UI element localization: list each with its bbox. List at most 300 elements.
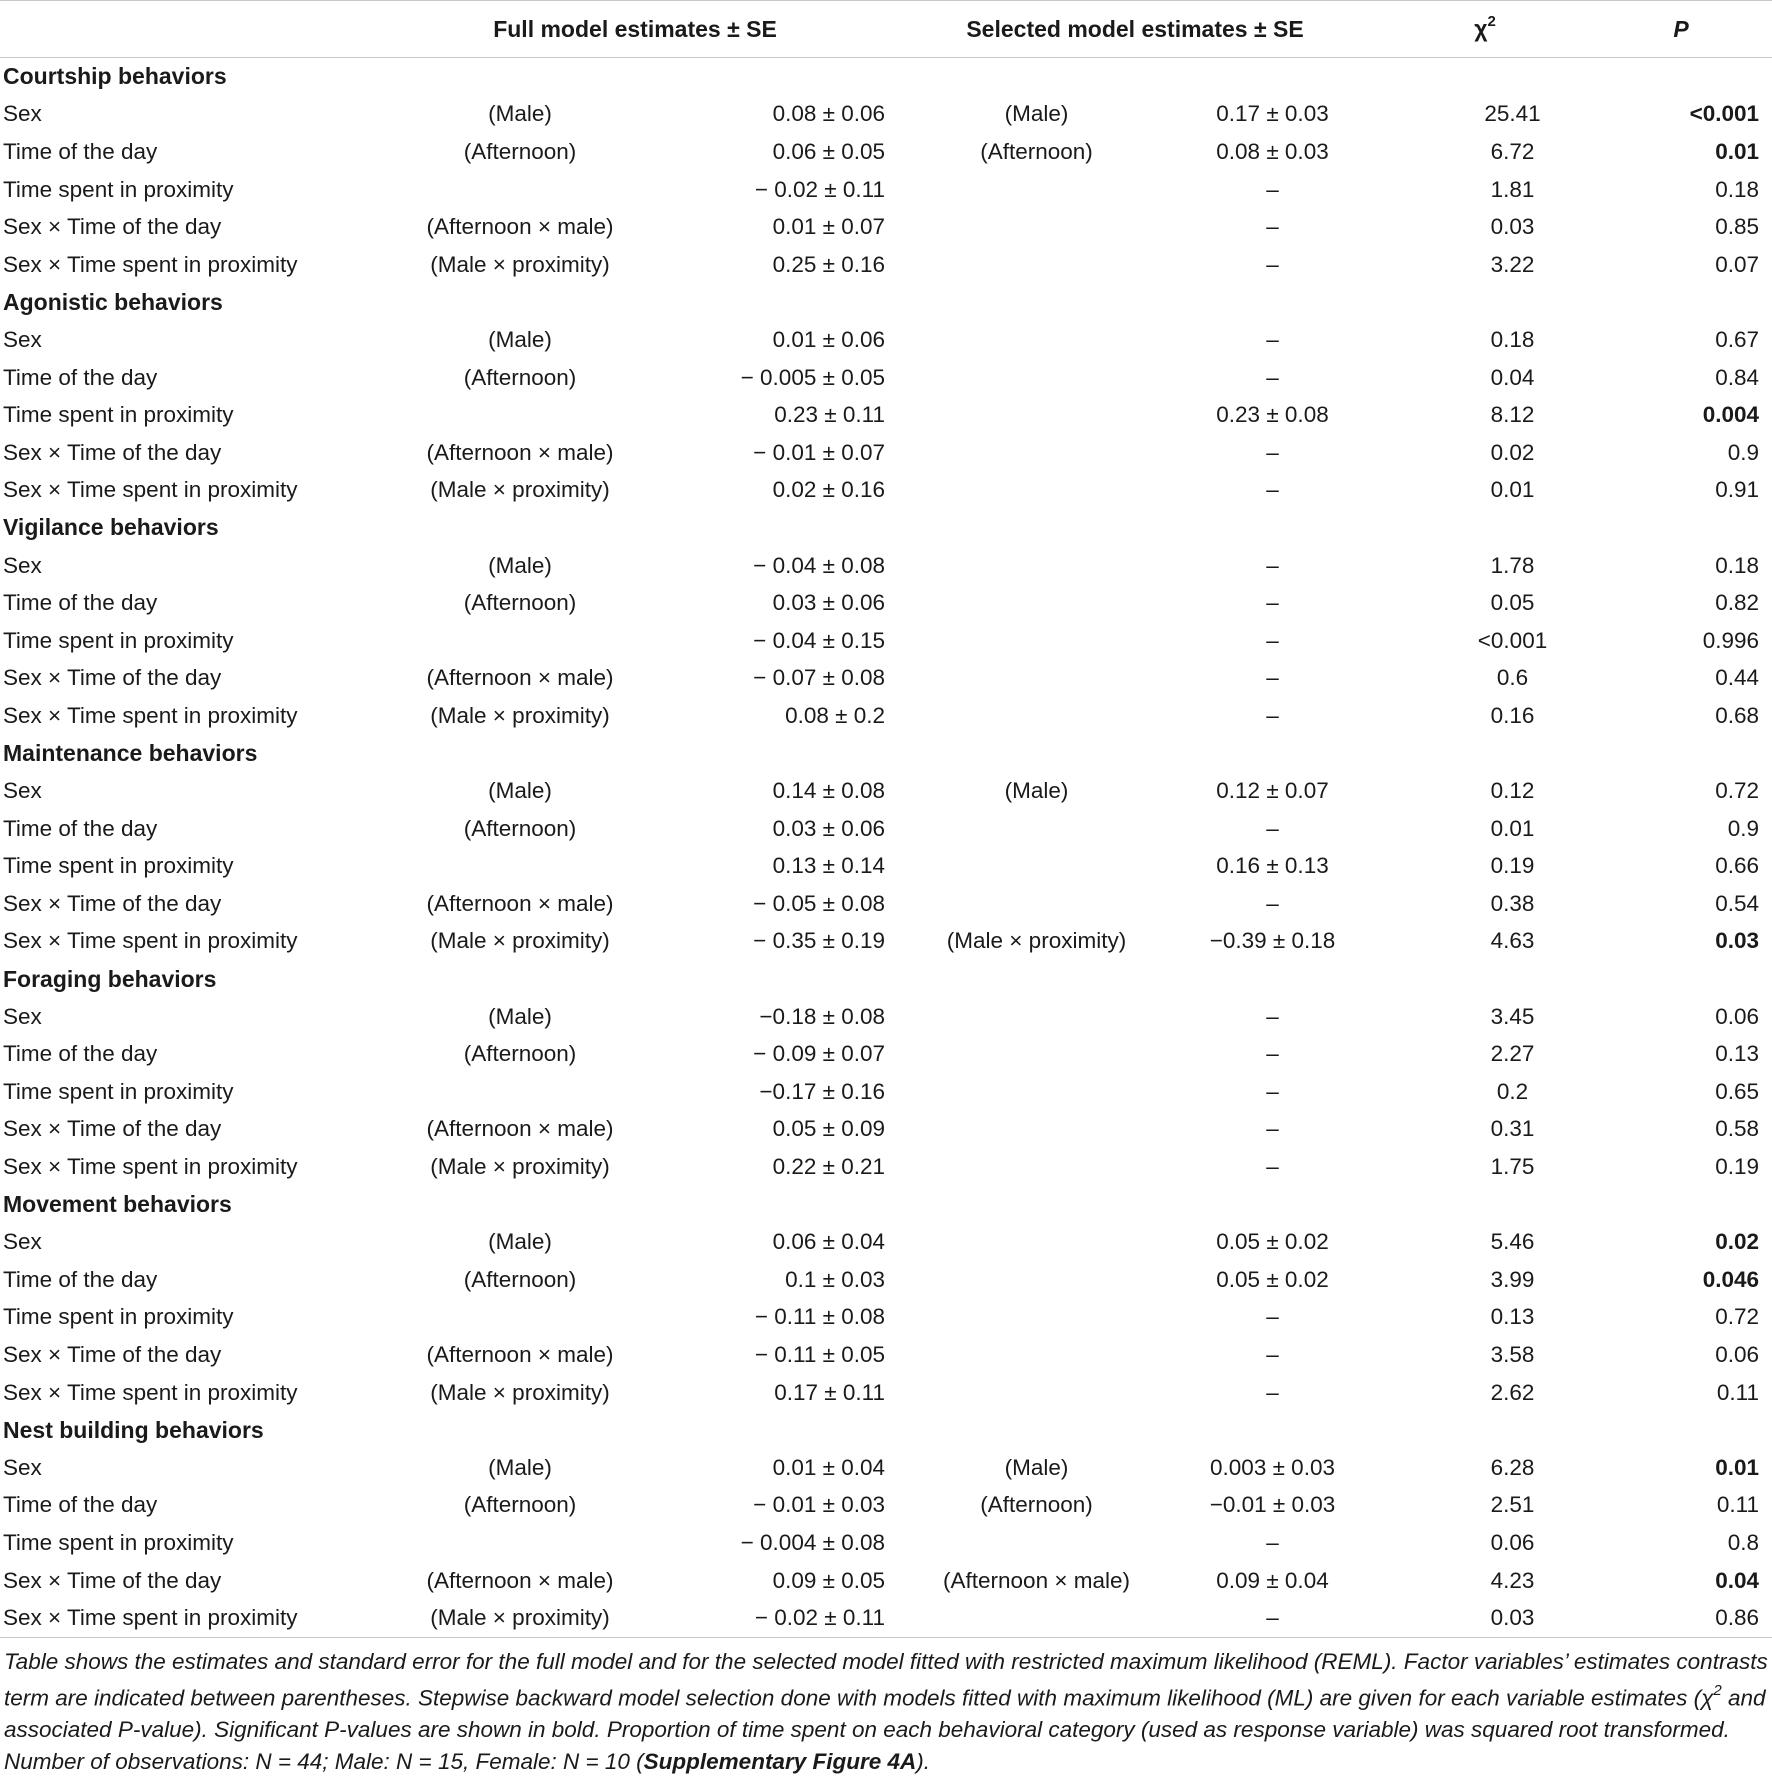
term-cell: Sex × Time spent in proximity <box>3 251 298 277</box>
full-estimate-cell: −0.18 ± 0.08 <box>759 1003 885 1029</box>
selected-contrast-cell <box>890 1299 1135 1337</box>
group-row <box>0 1411 1772 1449</box>
chi-square-cell: 0.18 <box>1490 326 1535 352</box>
group-title: Courtship behaviors <box>3 63 227 90</box>
header-full-model: Full model estimates ± SE <box>380 1 890 58</box>
selected-contrast-cell <box>890 584 1135 622</box>
table-row <box>0 1223 1772 1261</box>
table-row <box>0 660 1772 698</box>
table-row <box>0 1111 1772 1149</box>
selected-contrast-cell <box>890 359 1135 397</box>
full-estimate-cell: 0.05 ± 0.09 <box>772 1116 885 1142</box>
selected-contrast-cell <box>890 1336 1135 1374</box>
full-estimate-cell: − 0.07 ± 0.08 <box>753 665 885 691</box>
selected-contrast-cell <box>890 1599 1135 1637</box>
p-value-cell: 0.07 <box>1715 251 1760 277</box>
p-value-cell: 0.13 <box>1715 1041 1760 1067</box>
p-value-cell: 0.01 <box>1715 1454 1760 1480</box>
selected-estimate-cell: – <box>1266 890 1279 916</box>
p-value-cell: 0.06 <box>1715 1003 1760 1029</box>
selected-estimate-cell: – <box>1266 1078 1279 1104</box>
full-contrast-cell: (Afternoon × male) <box>426 665 614 691</box>
chi-square-cell: 2.51 <box>1490 1492 1535 1518</box>
p-value-cell: 0.84 <box>1715 364 1760 390</box>
selected-estimate-cell: – <box>1266 439 1279 465</box>
chi-square-cell: 0.05 <box>1490 590 1535 616</box>
p-value-cell: 0.54 <box>1715 890 1760 916</box>
selected-contrast-cell <box>890 208 1135 246</box>
header-selected-model: Selected model estimates ± SE <box>890 1 1380 58</box>
term-cell: Sex × Time spent in proximity <box>3 1154 298 1180</box>
term-cell: Sex × Time of the day <box>3 439 222 465</box>
table-row <box>0 246 1772 284</box>
term-cell: Time of the day <box>3 590 158 616</box>
full-estimate-cell: − 0.005 ± 0.05 <box>740 364 885 390</box>
chi-square-cell: 4.63 <box>1490 928 1535 954</box>
chi-superscript: 2 <box>1487 13 1496 31</box>
full-contrast-cell: (Afternoon) <box>463 590 577 616</box>
table-row <box>0 321 1772 359</box>
selected-contrast-cell <box>890 1524 1135 1562</box>
selected-contrast-cell <box>890 1148 1135 1186</box>
selected-contrast-cell <box>890 622 1135 660</box>
term-cell: Time spent in proximity <box>3 1304 234 1330</box>
table-caption <box>0 1638 1772 1778</box>
table-row <box>0 434 1772 472</box>
full-contrast-cell: (Male × proximity) <box>430 702 610 728</box>
selected-estimate-cell: – <box>1266 364 1279 390</box>
table-header <box>0 1 1772 58</box>
chi-square-cell: 25.41 <box>1484 101 1541 127</box>
selected-estimate-cell: – <box>1266 1116 1279 1142</box>
p-value-cell: 0.04 <box>1715 1567 1760 1593</box>
table-row <box>0 359 1772 397</box>
selected-estimate-cell: – <box>1266 665 1279 691</box>
selected-contrast-cell <box>890 547 1135 585</box>
selected-estimate-cell: – <box>1266 176 1279 202</box>
caption-text-a: Table shows the estimates and standard error for the full model and for the selected model fitted with restricted maximum likelihood (REML). Factor variables’ estimates contrasts term are indicated between parentheses. Stepwise backward model selection done with models fitted with maximum likelihood (ML) are given for each variable estimates (χ <box>4 1648 1768 1711</box>
group-row <box>0 284 1772 322</box>
chi-square-cell: 2.27 <box>1490 1041 1535 1067</box>
term-cell: Sex <box>3 101 42 127</box>
chi-square-cell: 0.03 <box>1490 214 1535 240</box>
term-cell: Sex × Time of the day <box>3 214 222 240</box>
term-cell: Time of the day <box>3 138 158 164</box>
selected-estimate-cell: – <box>1266 326 1279 352</box>
full-contrast-cell <box>380 1073 630 1111</box>
selected-contrast-cell <box>890 171 1135 209</box>
chi-square-cell: 4.23 <box>1490 1567 1535 1593</box>
selected-estimate-cell: – <box>1266 251 1279 277</box>
chi-square-cell: 0.12 <box>1490 778 1535 804</box>
selected-estimate-cell: – <box>1266 627 1279 653</box>
selected-contrast-cell <box>890 847 1135 885</box>
full-contrast-cell: (Male) <box>488 552 552 578</box>
term-cell: Sex × Time of the day <box>3 1341 222 1367</box>
selected-estimate-cell: 0.17 ± 0.03 <box>1216 101 1329 127</box>
term-cell: Time of the day <box>3 1492 158 1518</box>
full-estimate-cell: − 0.04 ± 0.08 <box>753 552 885 578</box>
full-contrast-cell: (Afternoon) <box>463 364 577 390</box>
table-row <box>0 133 1772 171</box>
chi-square-cell: 8.12 <box>1490 402 1535 428</box>
full-contrast-cell: (Afternoon) <box>463 1041 577 1067</box>
term-cell: Sex <box>3 1229 42 1255</box>
p-value-cell: 0.85 <box>1715 214 1760 240</box>
term-cell: Time spent in proximity <box>3 1529 234 1555</box>
group-row <box>0 735 1772 773</box>
selected-estimate-cell: – <box>1266 477 1279 503</box>
full-estimate-cell: 0.13 ± 0.14 <box>772 853 885 879</box>
full-estimate-cell: − 0.01 ± 0.07 <box>753 439 885 465</box>
chi-square-cell: 3.22 <box>1490 251 1535 277</box>
selected-contrast-cell <box>890 810 1135 848</box>
full-contrast-cell: (Afternoon) <box>463 1492 577 1518</box>
header-p-value: P <box>1590 1 1772 58</box>
full-contrast-cell: (Afternoon × male) <box>426 1116 614 1142</box>
chi-square-cell: 0.03 <box>1380 1599 1590 1637</box>
selected-estimate-cell: – <box>1266 815 1279 841</box>
p-value-cell: 0.9 <box>1727 815 1760 841</box>
selected-estimate-cell: – <box>1266 590 1279 616</box>
table-row <box>0 1148 1772 1186</box>
table-row <box>0 1524 1772 1562</box>
supplementary-figure-link[interactable]: Supplementary Figure 4A <box>643 1748 917 1774</box>
table-row <box>0 472 1772 510</box>
full-estimate-cell: 0.09 ± 0.05 <box>772 1567 885 1593</box>
chi-square-cell: 0.01 <box>1490 815 1535 841</box>
selected-contrast-cell: (Male × proximity) <box>946 928 1127 954</box>
term-cell: Time spent in proximity <box>3 627 234 653</box>
full-contrast-cell <box>380 622 630 660</box>
selected-contrast-cell <box>890 1035 1135 1073</box>
full-contrast-cell: (Male) <box>488 101 552 127</box>
term-cell: Time spent in proximity <box>3 1078 234 1104</box>
selected-contrast-cell: (Male) <box>1004 778 1069 804</box>
table-row <box>0 998 1772 1036</box>
full-contrast-cell: (Afternoon × male) <box>426 1567 614 1593</box>
full-contrast-cell: (Male) <box>488 1454 552 1480</box>
chi-square-cell: 1.78 <box>1490 552 1535 578</box>
header-term <box>0 1 380 58</box>
selected-estimate-cell: – <box>1266 1041 1279 1067</box>
p-value-cell: 0.02 <box>1715 1229 1760 1255</box>
p-value-cell: 0.11 <box>1716 1379 1760 1405</box>
chi-square-cell: 0.06 <box>1490 1529 1535 1555</box>
full-contrast-cell: (Afternoon × male) <box>426 214 614 240</box>
group-title: Maintenance behaviors <box>3 739 258 766</box>
table-row <box>0 1562 1772 1600</box>
term-cell: Sex × Time spent in proximity <box>3 1379 298 1405</box>
selected-estimate-cell: 0.16 ± 0.13 <box>1216 853 1329 879</box>
selected-estimate-cell: 0.05 ± 0.02 <box>1216 1266 1329 1292</box>
chi-square-cell: 0.13 <box>1490 1304 1535 1330</box>
term-cell: Sex <box>3 1454 42 1480</box>
full-estimate-cell: 0.08 ± 0.06 <box>772 101 885 127</box>
term-cell: Time spent in proximity <box>3 176 234 202</box>
selected-contrast-cell <box>890 1223 1135 1261</box>
p-value-cell: 0.06 <box>1715 1341 1760 1367</box>
selected-contrast-cell <box>890 885 1135 923</box>
term-cell: Sex <box>3 552 42 578</box>
term-cell: Sex × Time spent in proximity <box>0 1599 380 1637</box>
full-estimate-cell: 0.25 ± 0.16 <box>772 251 885 277</box>
selected-contrast-cell: (Afternoon) <box>980 138 1093 164</box>
chi-square-cell: 0.31 <box>1490 1116 1535 1142</box>
group-row <box>0 960 1772 998</box>
header-chi-square <box>1380 1 1590 58</box>
selected-estimate-cell: – <box>1266 1154 1279 1180</box>
selected-estimate-cell: – <box>1266 552 1279 578</box>
chi-square-cell: 0.19 <box>1490 853 1535 879</box>
p-value-cell: 0.8 <box>1727 1529 1760 1555</box>
p-value-cell: 0.996 <box>1702 627 1760 653</box>
full-contrast-cell <box>380 171 630 209</box>
full-estimate-cell: 0.23 ± 0.11 <box>774 402 885 428</box>
full-contrast-cell <box>380 847 630 885</box>
full-estimate-cell: 0.14 ± 0.08 <box>772 778 885 804</box>
selected-estimate-cell: – <box>1266 1341 1279 1367</box>
table-row <box>0 923 1772 961</box>
group-row <box>0 1186 1772 1224</box>
p-value-cell: <0.001 <box>1689 101 1760 127</box>
caption-text-b: and associated P-value). Significant P-values are shown in bold. Proportion of time spent on each behavioral category (used as response variable) was squared root transformed. Number of observations: N = 44; Male: N = 15, Female: N = 10 ( <box>4 1685 1766 1774</box>
selected-estimate-cell: – <box>1266 1379 1279 1405</box>
group-title: Vigilance behaviors <box>3 514 219 541</box>
full-estimate-cell: 0.22 ± 0.21 <box>772 1154 885 1180</box>
table-row <box>0 96 1772 134</box>
full-contrast-cell <box>380 1299 630 1337</box>
p-value-cell: 0.44 <box>1715 665 1760 691</box>
term-cell: Time of the day <box>3 364 158 390</box>
selected-estimate-cell: – <box>1266 1529 1279 1555</box>
chi-square-cell: 3.45 <box>1490 1003 1535 1029</box>
full-estimate-cell: −0.17 ± 0.16 <box>759 1078 885 1104</box>
full-contrast-cell <box>380 1524 630 1562</box>
p-value-cell: 0.65 <box>1715 1078 1760 1104</box>
full-estimate-cell: − 0.11 ± 0.08 <box>754 1304 885 1330</box>
group-title: Nest building behaviors <box>3 1416 264 1443</box>
table-row <box>0 1035 1772 1073</box>
table-row <box>0 396 1772 434</box>
full-estimate-cell: − 0.01 ± 0.03 <box>753 1492 885 1518</box>
p-value-cell: 0.72 <box>1715 778 1760 804</box>
p-value-cell: 0.82 <box>1715 590 1760 616</box>
group-title: Movement behaviors <box>3 1191 232 1218</box>
term-cell: Sex × Time spent in proximity <box>3 477 298 503</box>
selected-contrast-cell <box>890 1374 1135 1412</box>
table-row <box>0 1599 1772 1637</box>
selected-estimate-cell: 0.05 ± 0.02 <box>1216 1229 1329 1255</box>
selected-contrast-cell <box>890 1111 1135 1149</box>
selected-estimate-cell: – <box>1266 214 1279 240</box>
table-row <box>0 208 1772 246</box>
p-value-cell: 0.58 <box>1715 1116 1760 1142</box>
p-value-cell: 0.046 <box>1702 1266 1760 1292</box>
chi-square-cell: <0.001 <box>1477 627 1548 653</box>
full-contrast-cell: (Male × proximity) <box>430 251 610 277</box>
selected-contrast-cell <box>890 660 1135 698</box>
table-body <box>0 58 1772 1638</box>
full-estimate-cell: 0.01 ± 0.04 <box>772 1454 885 1480</box>
full-contrast-cell: (Afternoon) <box>463 815 577 841</box>
selected-contrast-cell: (Afternoon × male) <box>943 1567 1130 1593</box>
term-cell: Sex <box>3 778 42 804</box>
table-row <box>0 772 1772 810</box>
selected-estimate-cell: – <box>1266 702 1279 728</box>
chi-square-cell: 3.99 <box>1490 1266 1535 1292</box>
selected-contrast-cell: (Male) <box>1004 1454 1069 1480</box>
full-estimate-cell: 0.01 ± 0.07 <box>772 214 885 240</box>
chi-square-cell: 0.16 <box>1490 702 1535 728</box>
full-estimate-cell: 0.06 ± 0.04 <box>772 1229 885 1255</box>
table-row <box>0 1336 1772 1374</box>
term-cell: Time spent in proximity <box>3 402 234 428</box>
term-cell: Sex × Time spent in proximity <box>3 928 298 954</box>
selected-estimate-cell: – <box>1266 1304 1279 1330</box>
full-contrast-cell: (Afternoon) <box>463 1266 577 1292</box>
full-contrast-cell: (Afternoon × male) <box>426 1341 614 1367</box>
selected-contrast-cell <box>890 434 1135 472</box>
table-row <box>0 171 1772 209</box>
full-estimate-cell: 0.06 ± 0.05 <box>772 138 885 164</box>
term-cell: Sex <box>3 1003 42 1029</box>
caption-text-c: ). <box>916 1748 930 1774</box>
selected-contrast-cell <box>890 998 1135 1036</box>
table-row <box>0 885 1772 923</box>
selected-estimate-cell: 0.12 ± 0.07 <box>1216 778 1329 804</box>
full-contrast-cell: (Male × proximity) <box>430 928 610 954</box>
p-value-cell: 0.19 <box>1715 1154 1760 1180</box>
selected-contrast-cell <box>890 321 1135 359</box>
full-estimate-cell: 0.03 ± 0.06 <box>772 590 885 616</box>
group-row <box>0 509 1772 547</box>
p-value-cell: 0.91 <box>1715 477 1760 503</box>
table-row <box>0 1073 1772 1111</box>
chi-square-cell: 0.02 <box>1490 439 1535 465</box>
full-estimate-cell: 0.02 ± 0.16 <box>772 477 885 503</box>
group-title: Foraging behaviors <box>3 965 217 992</box>
full-estimate-cell: − 0.004 ± 0.08 <box>740 1529 885 1555</box>
full-estimate-cell: − 0.11 ± 0.05 <box>754 1341 885 1367</box>
full-contrast-cell: (Male) <box>488 1003 552 1029</box>
term-cell: Time of the day <box>3 1041 158 1067</box>
term-cell: Sex × Time of the day <box>3 890 222 916</box>
full-estimate-cell: 0.17 ± 0.11 <box>774 1379 885 1405</box>
selected-contrast-cell <box>890 246 1135 284</box>
chi-square-cell: 0.6 <box>1496 665 1529 691</box>
term-cell: Time spent in proximity <box>3 853 234 879</box>
term-cell: Sex <box>3 326 42 352</box>
term-cell: Sex × Time of the day <box>3 1567 222 1593</box>
term-cell: Sex × Time of the day <box>3 665 222 691</box>
p-value-cell: 0.03 <box>1715 928 1760 954</box>
p-value-cell: 0.66 <box>1715 853 1760 879</box>
chi-symbol: χ <box>1474 15 1488 42</box>
chi-square-cell: 1.75 <box>1490 1154 1535 1180</box>
group-title: Agonistic behaviors <box>3 288 223 315</box>
selected-contrast-cell: (Male) <box>1004 101 1069 127</box>
table-row <box>0 1449 1772 1487</box>
p-value-cell: 0.01 <box>1715 138 1760 164</box>
selected-contrast-cell <box>890 396 1135 434</box>
caption-superscript: 2 <box>1713 1682 1722 1700</box>
full-contrast-cell: (Afternoon) <box>463 138 577 164</box>
full-estimate-cell: 0.01 ± 0.06 <box>772 326 885 352</box>
selected-estimate-cell: 0.09 ± 0.04 <box>1216 1567 1329 1593</box>
p-value-cell: 0.72 <box>1715 1304 1760 1330</box>
chi-square-cell: 0.04 <box>1490 364 1535 390</box>
selected-contrast-cell <box>890 472 1135 510</box>
full-estimate-cell: 0.03 ± 0.06 <box>772 815 885 841</box>
table-row <box>0 697 1772 735</box>
p-value-cell: 0.18 <box>1715 552 1760 578</box>
full-contrast-cell: (Male × proximity) <box>430 477 610 503</box>
chi-square-cell: 0.2 <box>1496 1078 1529 1104</box>
selected-estimate-cell: −0.39 ± 0.18 <box>1209 928 1336 954</box>
p-value-cell: 0.004 <box>1702 402 1760 428</box>
term-cell: Sex × Time spent in proximity <box>3 702 298 728</box>
selected-estimate-cell: – <box>1135 1599 1380 1637</box>
chi-square-cell: 0.01 <box>1490 477 1535 503</box>
selected-estimate-cell: – <box>1266 1003 1279 1029</box>
table-row <box>0 847 1772 885</box>
full-contrast-cell: (Male × proximity) <box>430 1154 610 1180</box>
full-contrast-cell: (Male) <box>488 326 552 352</box>
chi-square-cell: 3.58 <box>1490 1341 1535 1367</box>
selected-contrast-cell <box>890 697 1135 735</box>
full-contrast-cell: (Male) <box>488 778 552 804</box>
full-estimate-cell: 0.08 ± 0.2 <box>785 702 885 728</box>
table-row <box>0 547 1772 585</box>
full-contrast-cell: (Male × proximity) <box>380 1599 630 1637</box>
selected-estimate-cell: 0.003 ± 0.03 <box>1210 1454 1335 1480</box>
table-row <box>0 1299 1772 1337</box>
chi-square-cell: 2.62 <box>1490 1379 1535 1405</box>
term-cell: Sex × Time of the day <box>3 1116 222 1142</box>
full-contrast-cell: (Afternoon × male) <box>426 890 614 916</box>
full-estimate-cell: − 0.35 ± 0.19 <box>753 928 885 954</box>
table-row <box>0 584 1772 622</box>
full-estimate-cell: 0.1 ± 0.03 <box>785 1266 885 1292</box>
p-value-cell: 0.86 <box>1590 1599 1772 1637</box>
p-value-cell: 0.18 <box>1715 176 1760 202</box>
full-contrast-cell: (Male × proximity) <box>430 1379 610 1405</box>
full-contrast-cell: (Male) <box>488 1229 552 1255</box>
table-row <box>0 1487 1772 1525</box>
chi-square-cell: 0.38 <box>1490 890 1535 916</box>
p-value-cell: 0.9 <box>1727 439 1760 465</box>
p-value-cell: 0.11 <box>1716 1492 1760 1518</box>
chi-square-cell: 6.28 <box>1490 1454 1535 1480</box>
chi-square-cell: 6.72 <box>1490 138 1535 164</box>
selected-estimate-cell: −0.01 ± 0.03 <box>1209 1492 1336 1518</box>
full-estimate-cell: − 0.05 ± 0.08 <box>753 890 885 916</box>
table-row <box>0 1261 1772 1299</box>
p-value-cell: 0.68 <box>1715 702 1760 728</box>
chi-square-cell: 1.81 <box>1490 176 1535 202</box>
selected-contrast-cell <box>890 1073 1135 1111</box>
full-estimate-cell: − 0.09 ± 0.07 <box>753 1041 885 1067</box>
table-row <box>0 1374 1772 1412</box>
term-cell: Time of the day <box>3 1266 158 1292</box>
full-estimate-cell: − 0.02 ± 0.11 <box>630 1599 890 1637</box>
selected-contrast-cell <box>890 1261 1135 1299</box>
p-value-cell: 0.67 <box>1715 326 1760 352</box>
selected-contrast-cell: (Afternoon) <box>980 1492 1093 1518</box>
full-estimate-cell: − 0.02 ± 0.11 <box>754 176 885 202</box>
selected-estimate-cell: 0.08 ± 0.03 <box>1216 138 1329 164</box>
